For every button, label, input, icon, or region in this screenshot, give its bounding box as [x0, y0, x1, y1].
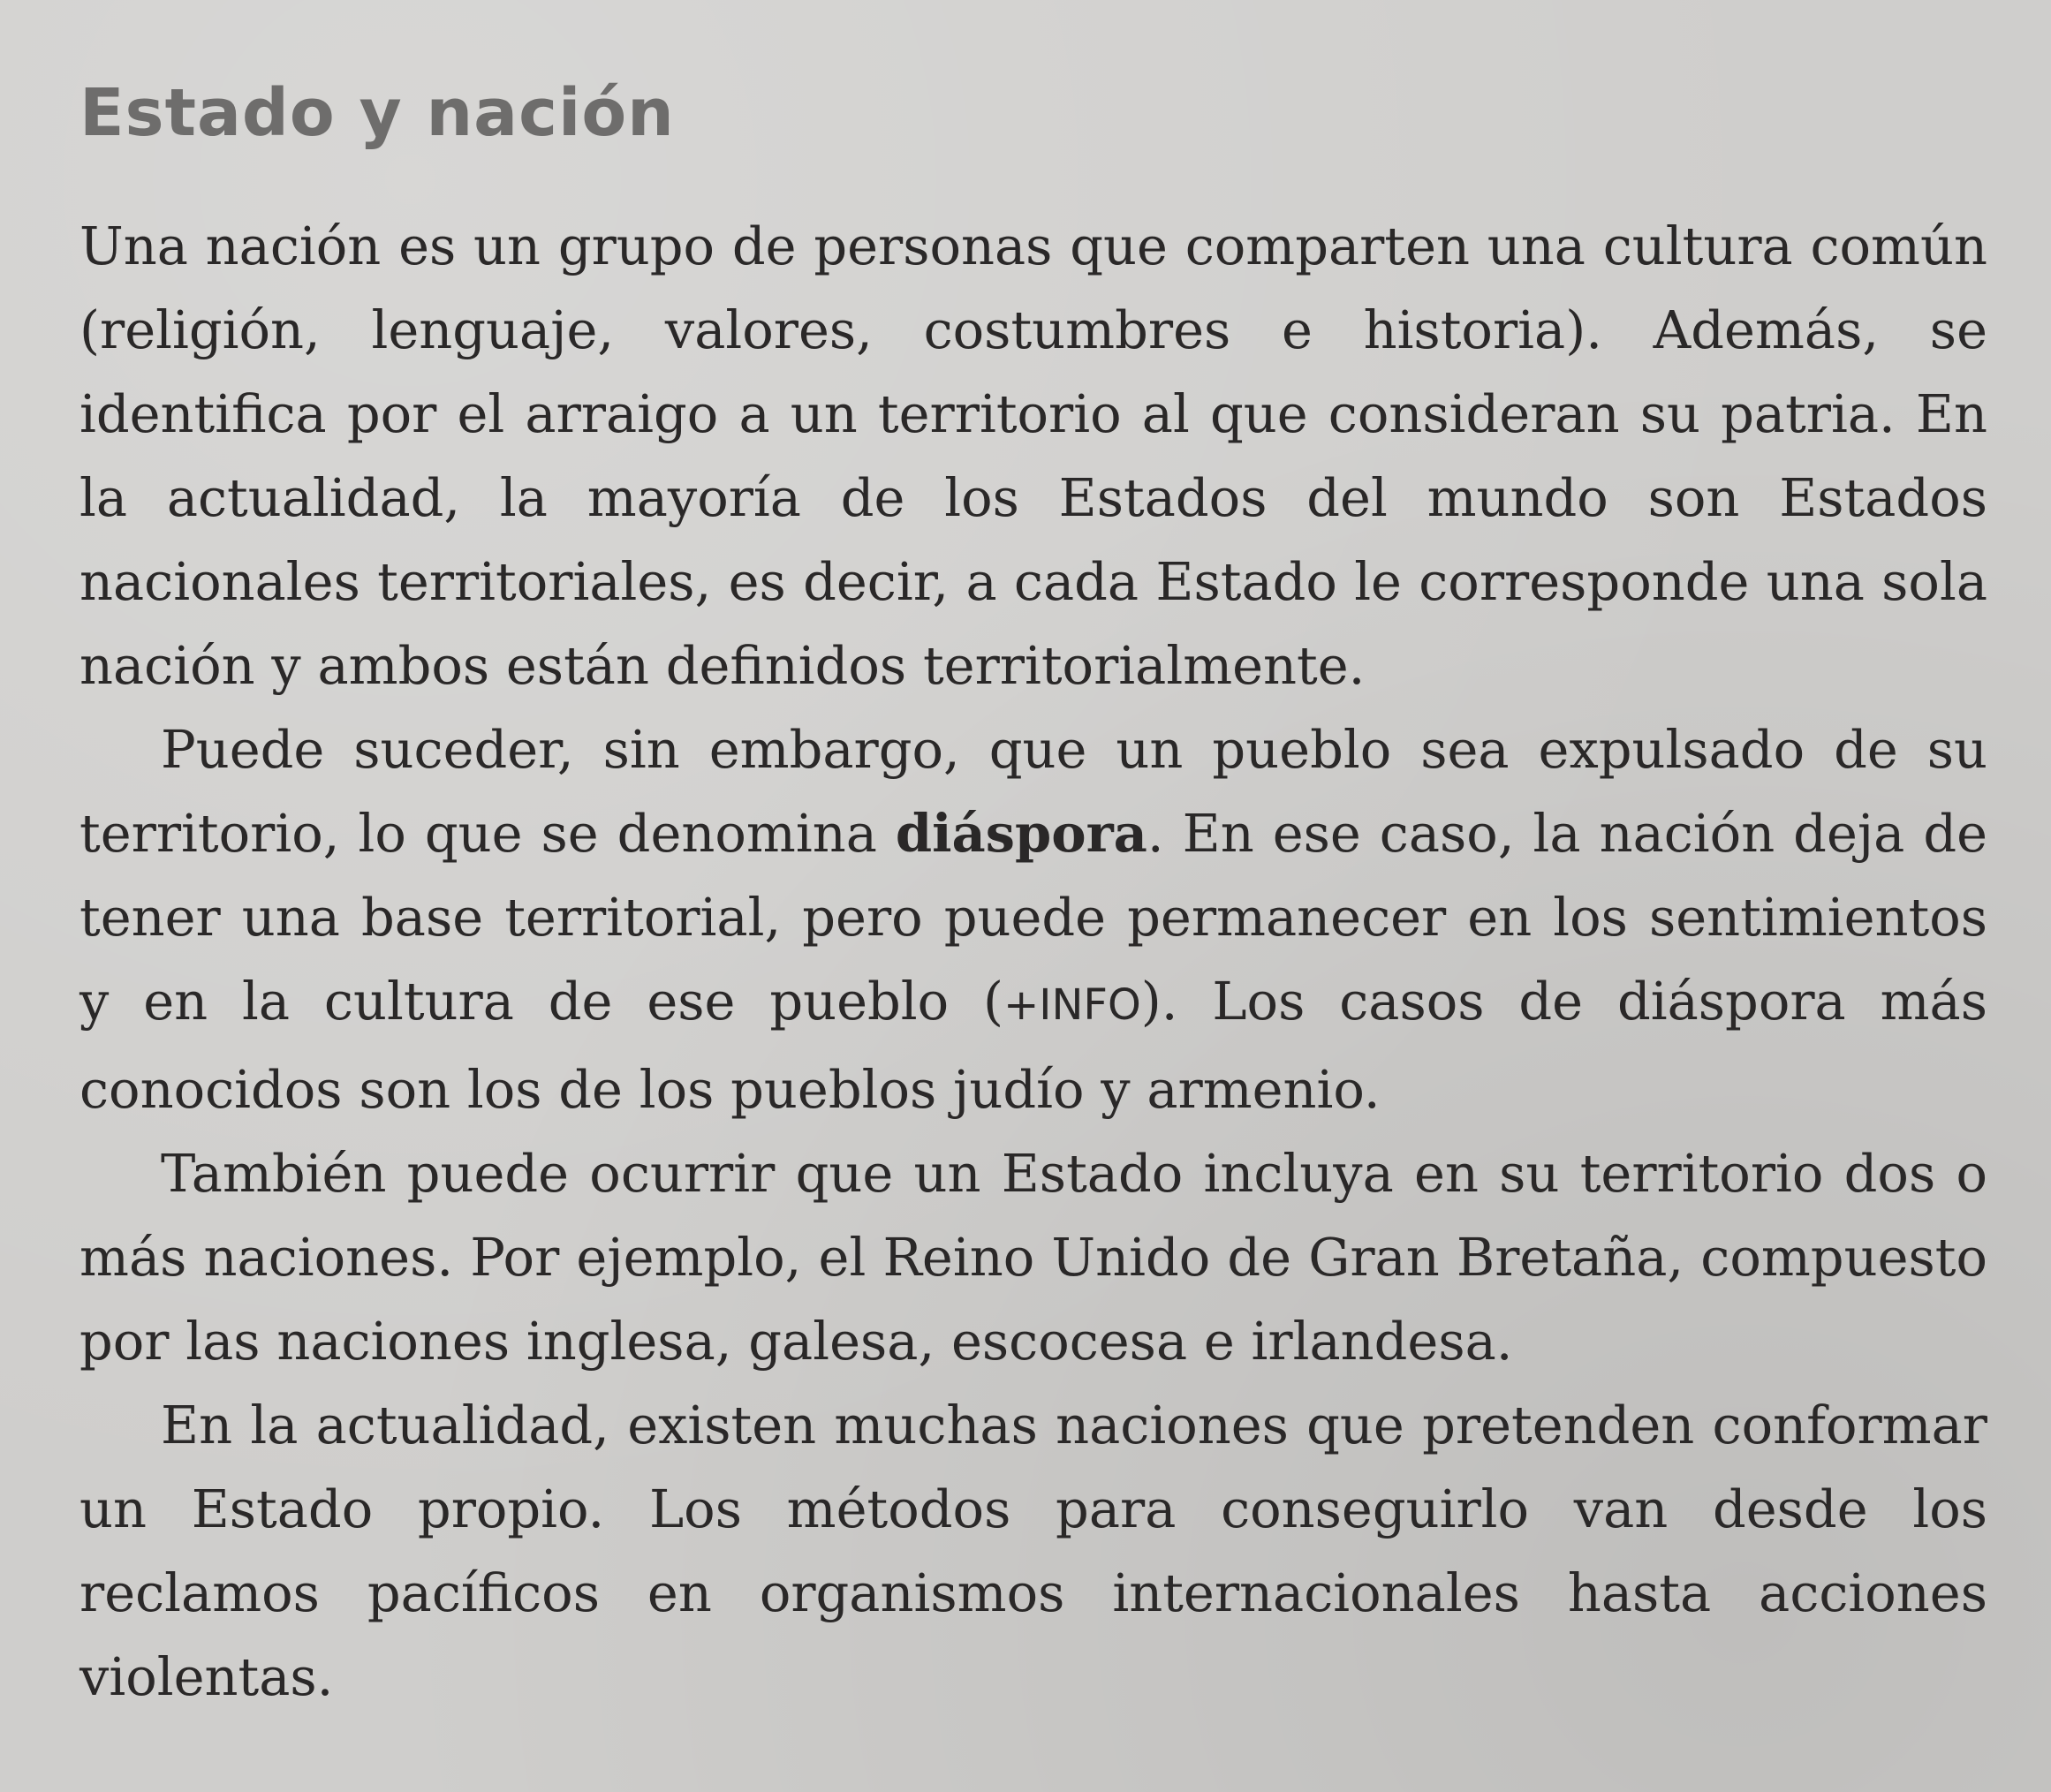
- info-reference-tag: +INFO: [1003, 980, 1141, 1031]
- paragraph-3: También puede ocurrir que un Estado incluya en su territorio dos o más naciones. Por ejemplo, el Reino Unido de Gran Bretaña, compuesto por las naciones inglesa, galesa, escocesa e irlandesa.: [79, 1143, 1987, 1372]
- paragraph-2-text-b: . En ese caso, la nación deja de tener una base territorial, pero puede permanecer en los sentimientos y en la cultura de ese pueblo (: [79, 803, 1987, 1032]
- paragraph-2-text-a: Puede suceder, sin embargo, que un pueblo sea expulsado de su territorio, lo que se denomina: [79, 719, 1987, 865]
- paragraph-2-text-c: ). Los casos de diáspora más conocidos son los de los pueblos judío y armenio.: [79, 971, 1987, 1121]
- section-body: [79, 204, 1987, 1719]
- textbook-page: [79, 75, 1987, 1719]
- paragraph-2: [79, 707, 1987, 1131]
- section-title: Estado y nación: [79, 75, 675, 151]
- paragraph-1: Una nación es un grupo de personas que comparten una cultura común (religión, lenguaje, valores, costumbres e historia). Además, se identifica por el arraigo a un territorio al que consideran su patria. En la actualidad, la mayoría de los Estados del mundo son Estados nacionales territoriales, es decir, a cada Estado le corresponde una sola nación y ambos están definidos territorialmente.: [79, 215, 1987, 697]
- key-term-diaspora: diáspora: [895, 803, 1147, 865]
- paragraph-4: En la actualidad, existen muchas naciones que pretenden conformar un Estado propio. Los métodos para conseguirlo van desde los reclamos pacíficos en organismos internacionales hasta acciones violentas.: [79, 1395, 1987, 1708]
